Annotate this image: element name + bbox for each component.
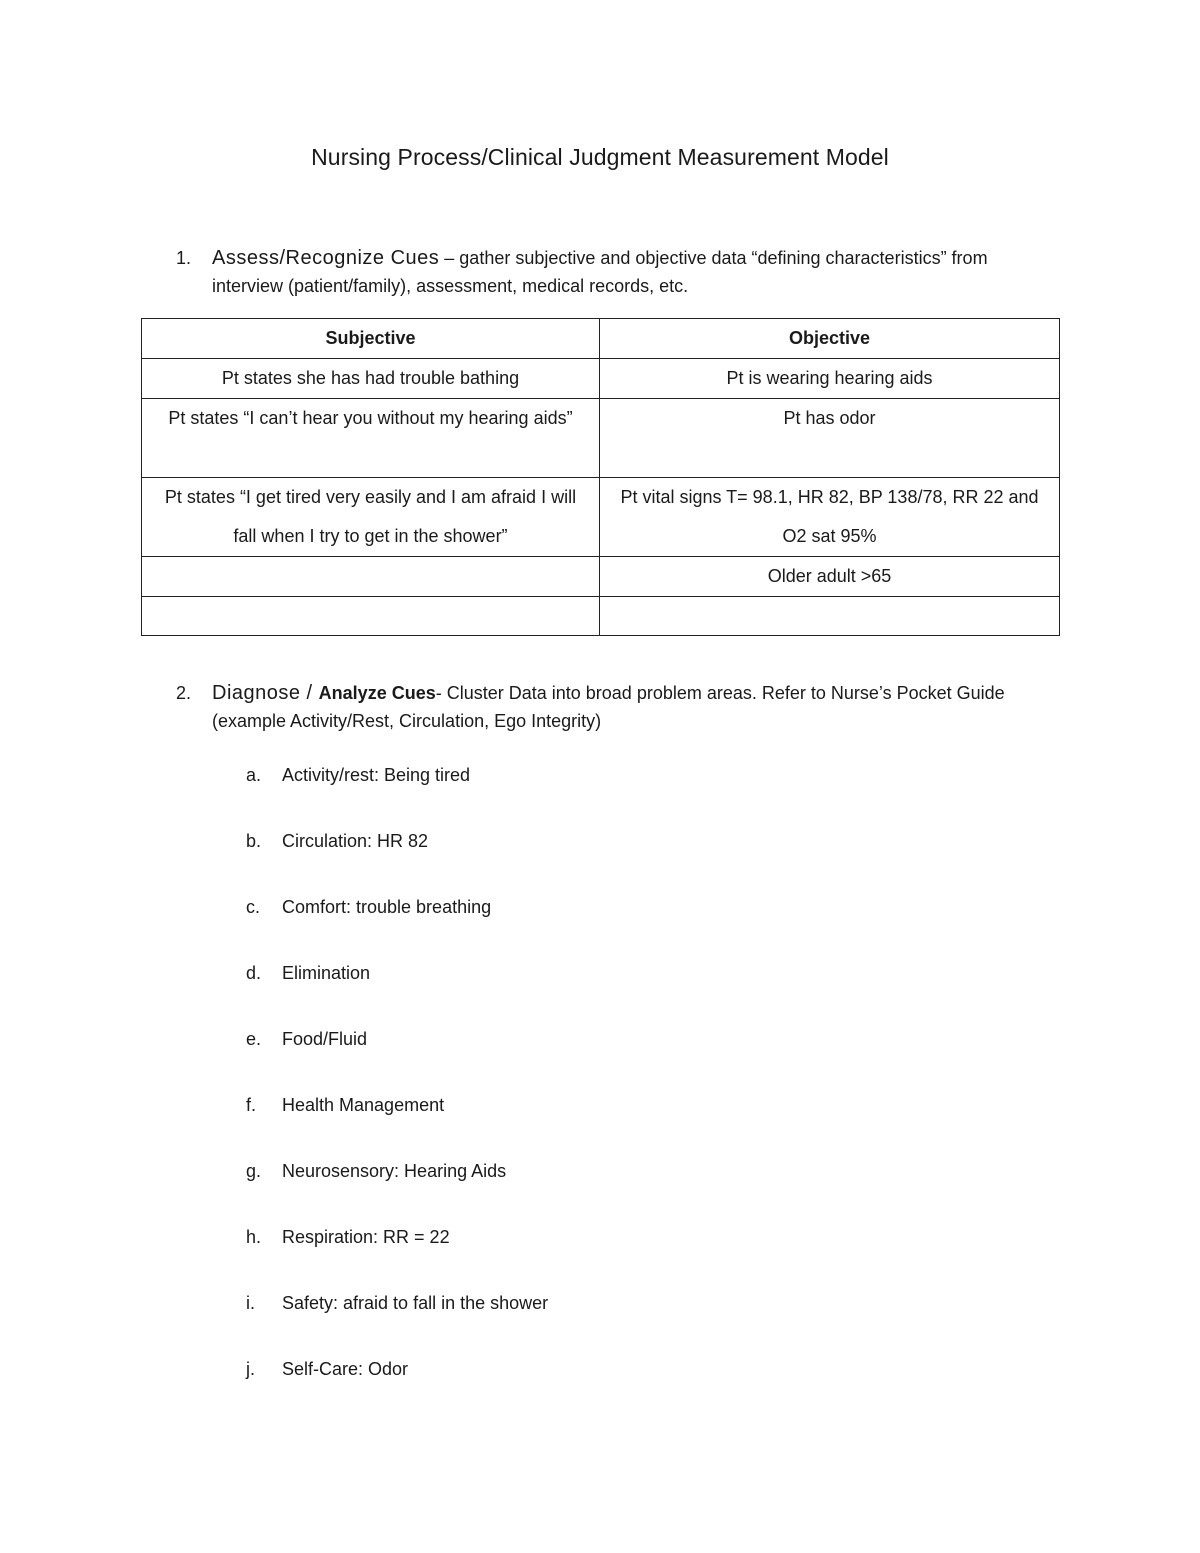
list-letter: a. <box>246 765 262 785</box>
section-assess <box>176 244 1052 300</box>
list-text: Neurosensory: Hearing Aids <box>282 1161 507 1181</box>
header-subjective: Subjective <box>142 319 600 359</box>
table-row <box>142 399 1060 478</box>
section-number: 2. <box>176 683 192 703</box>
list-letter: j. <box>246 1359 255 1379</box>
table-row <box>142 557 1060 597</box>
section-bold-term: Analyze Cues <box>318 683 436 703</box>
list-text: Comfort: trouble breathing <box>282 897 492 917</box>
table-header-row <box>142 319 1060 359</box>
list-letter: b. <box>246 831 262 851</box>
objective-cell: Pt has odor <box>600 399 1060 478</box>
section-number: 1. <box>176 248 192 268</box>
subjective-cell <box>142 557 600 597</box>
subjective-cell: Pt states “I can’t hear you without my hearing aids” <box>142 399 600 478</box>
objective-cell: Pt vital signs T= 98.1, HR 82, BP 138/78, RR 22 and O2 sat 95% <box>600 478 1060 557</box>
list-letter: c. <box>246 897 261 917</box>
table-row <box>142 359 1060 399</box>
list-letter: h. <box>246 1227 262 1247</box>
subjective-cell: Pt states “I get tired very easily and I am afraid I will fall when I try to get in the shower” <box>142 478 600 557</box>
section-description: – gather subjective and objective data “defining characteristics” from interview (patient/family), assessment, medical records, etc. <box>212 248 988 296</box>
subjective-cell: Pt states she has had trouble bathing <box>142 359 600 399</box>
list-letter: g. <box>246 1161 262 1181</box>
list-text: Self-Care: Odor <box>282 1359 409 1379</box>
section-term: Assess/Recognize Cues <box>212 247 440 269</box>
list-text: Activity/rest: Being tired <box>282 765 471 785</box>
list-text: Elimination <box>282 963 371 983</box>
list-letter: f. <box>246 1095 257 1115</box>
page-title: Nursing Process/Clinical Judgment Measurement Model <box>311 144 889 170</box>
table-row <box>142 478 1060 557</box>
section-term: Diagnose / <box>212 682 319 704</box>
table-row <box>142 597 1060 636</box>
list-text: Respiration: RR = 22 <box>282 1227 450 1247</box>
section-description: - Cluster Data into broad problem areas. Refer to Nurse’s Pocket Guide (example Activity/Rest, Circulation, Ego Integrity) <box>212 683 1005 731</box>
list-text: Circulation: HR 82 <box>282 831 429 851</box>
list-text: Food/Fluid <box>282 1029 368 1049</box>
list-letter: d. <box>246 963 262 983</box>
list-letter: e. <box>246 1029 262 1049</box>
objective-cell <box>600 597 1060 636</box>
list-text: Health Management <box>282 1095 445 1115</box>
list-letter: i. <box>246 1293 255 1313</box>
list-text: Safety: afraid to fall in the shower <box>282 1293 549 1313</box>
objective-cell: Pt is wearing hearing aids <box>600 359 1060 399</box>
cues-table <box>141 318 1060 636</box>
section-diagnose <box>176 679 1052 735</box>
subjective-cell <box>142 597 600 636</box>
header-objective: Objective <box>600 319 1060 359</box>
objective-cell: Older adult >65 <box>600 557 1060 597</box>
